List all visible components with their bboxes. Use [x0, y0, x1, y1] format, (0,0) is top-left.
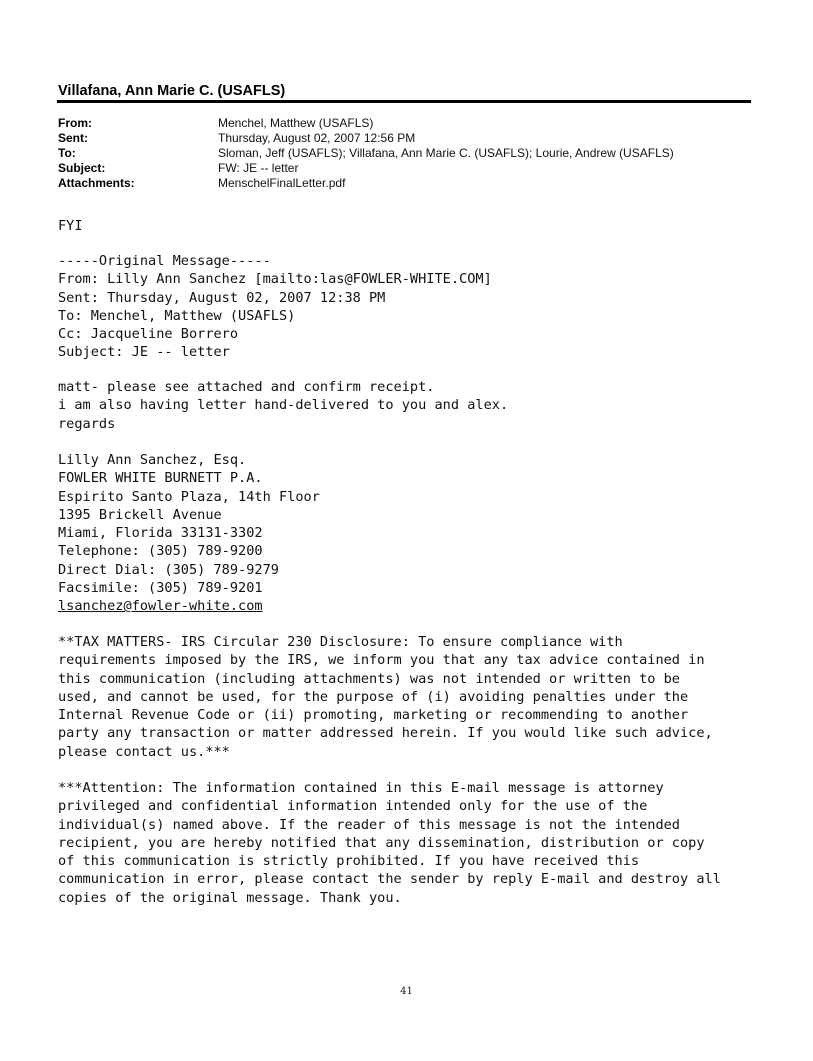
signature-name: Lilly Ann Sanchez, Esq.	[58, 452, 247, 468]
message-body	[58, 378, 508, 433]
original-sent: Sent: Thursday, August 02, 2007 12:38 PM	[58, 289, 386, 306]
signature-direct-dial: Direct Dial: (305) 789-9279	[58, 561, 279, 578]
original-message-marker: -----Original Message-----	[58, 253, 271, 269]
subject-label: Subject:	[58, 161, 106, 175]
message-line: regards	[58, 415, 116, 432]
from-value: Menchel, Matthew (USAFLS)	[218, 116, 374, 130]
signature-email-link[interactable]: lsanchez@fowler-white.com	[58, 598, 263, 615]
confidentiality-block	[58, 779, 721, 907]
to-value: Sloman, Jeff (USAFLS); Villafana, Ann Marie C. (USAFLS); Lourie, Andrew (USAFLS)	[218, 146, 674, 160]
confidentiality-line: ***Attention: The information contained in this E-mail message is attorney	[58, 780, 664, 796]
signature-email-line	[58, 597, 320, 615]
sent-label: Sent:	[58, 131, 88, 145]
attachment-filename: MenschelFinalLetter.pdf	[218, 176, 346, 190]
confidentiality-line: recipient, you are hereby notified that any dissemination, distribution or copy	[58, 834, 705, 851]
original-message-block	[58, 252, 492, 362]
sent-value: Thursday, August 02, 2007 12:56 PM	[218, 131, 416, 145]
original-to: To: Menchel, Matthew (USAFLS)	[58, 307, 296, 324]
message-line: matt- please see attached and confirm receipt.	[58, 379, 435, 395]
fyi-text: FYI	[58, 218, 83, 234]
message-line: i am also having letter hand-delivered to you and alex.	[58, 397, 509, 414]
tax-disclosure-line: used, and cannot be used, for the purpose of (i) avoiding penalties under the	[58, 688, 689, 705]
tax-disclosure-line: this communication (including attachments) was not intended or written to be	[58, 670, 680, 687]
confidentiality-line: communication in error, please contact the sender by reply E-mail and destroy all	[58, 871, 721, 888]
header-divider	[57, 100, 751, 103]
confidentiality-line: individual(s) named above. If the reader of this message is not the intended	[58, 816, 680, 833]
confidentiality-line: of this communication is strictly prohibited. If you have received this	[58, 853, 640, 870]
confidentiality-line: privileged and confidential information intended only for the use of the	[58, 798, 648, 815]
from-label: From:	[58, 116, 92, 130]
subject-value: FW: JE -- letter	[218, 161, 299, 175]
attachments-label: Attachments:	[58, 176, 135, 190]
to-label: To:	[58, 146, 76, 160]
signature-block	[58, 451, 320, 616]
tax-disclosure-line: **TAX MATTERS- IRS Circular 230 Disclosure: To ensure compliance with	[58, 634, 623, 650]
tax-disclosure-block	[58, 633, 713, 761]
mailbox-owner-name: Villafana, Ann Marie C. (USAFLS)	[58, 83, 286, 99]
signature-street: 1395 Brickell Avenue	[58, 506, 222, 523]
signature-building: Espirito Santo Plaza, 14th Floor	[58, 488, 320, 505]
confidentiality-line: copies of the original message. Thank you.	[58, 889, 402, 906]
original-from: From: Lilly Ann Sanchez [mailto:las@FOWLER-WHITE.COM]	[58, 271, 492, 288]
original-subject: Subject: JE -- letter	[58, 344, 230, 361]
tax-disclosure-line: Internal Revenue Code or (ii) promoting, marketing or recommending to another	[58, 707, 689, 724]
tax-disclosure-line: party any transaction or matter addressed herein. If you would like such advice,	[58, 725, 713, 742]
signature-telephone: Telephone: (305) 789-9200	[58, 543, 263, 560]
original-cc: Cc: Jacqueline Borrero	[58, 326, 239, 343]
tax-disclosure-line: requirements imposed by the IRS, we inform you that any tax advice contained in	[58, 652, 705, 669]
page-number: 41	[400, 986, 413, 997]
signature-city: Miami, Florida 33131-3302	[58, 525, 263, 542]
signature-firm: FOWLER WHITE BURNETT P.A.	[58, 470, 263, 487]
tax-disclosure-line: please contact us.***	[58, 743, 230, 760]
signature-facsimile: Facsimile: (305) 789-9201	[58, 580, 263, 597]
